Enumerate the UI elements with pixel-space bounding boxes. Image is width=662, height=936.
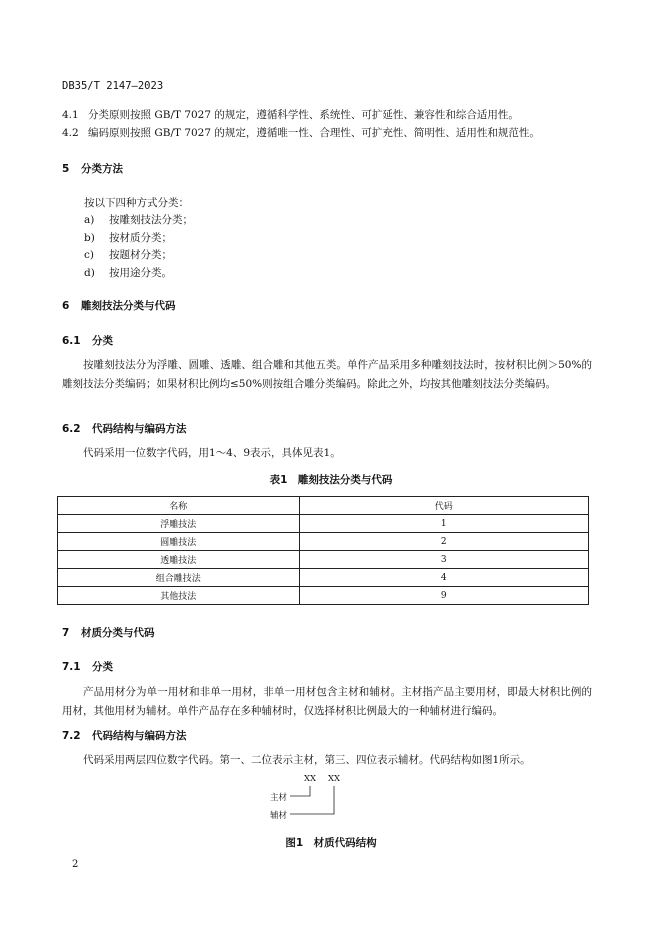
- section-7-1-paragraph: 产品用材分为单一用材和非单一用材，非单一用材包含主材和辅材。主材指产品主要用材，即最大材积比例的用材，其他用材为辅材。单件产品存在多种辅材时，仅选择材积比例最大的一种辅材进行编码。: [62, 686, 592, 717]
- cell-code: 9: [299, 587, 588, 605]
- technique-code-table: [57, 496, 589, 605]
- cell-code: 3: [299, 551, 588, 569]
- clause-4-2: [62, 124, 540, 142]
- clause-number: 4.1: [62, 109, 79, 121]
- material-code-structure-figure: [270, 774, 350, 824]
- cell-code: 4: [299, 569, 588, 587]
- section-7-heading: 7 材质分类与代码: [62, 627, 155, 639]
- list-item: a) 按雕刻技法分类；: [84, 214, 193, 226]
- label-main-material: 主材: [270, 793, 288, 803]
- cell-code: 1: [299, 515, 588, 533]
- clause-number: 4.2: [62, 127, 79, 139]
- clause-4-1: [62, 106, 519, 124]
- list-item: d) 按用途分类。: [84, 267, 172, 279]
- code-digits-main: XX: [304, 774, 317, 784]
- clause-text: 编码原则按照 GB/T 7027 的规定，遵循唯一性、合理性、可扩充性、简明性、适用性和规范性。: [88, 127, 540, 139]
- column-header-name: 名称: [58, 497, 300, 515]
- table-row: [58, 587, 589, 605]
- label-aux-material: 辅材: [270, 811, 288, 821]
- cell-name: 浮雕技法: [58, 515, 300, 533]
- section-6-2-heading: 6.2 代码结构与编码方法: [62, 423, 187, 435]
- table-row: [58, 551, 589, 569]
- section-number: 5: [62, 163, 70, 175]
- section-7-2-paragraph: 代码采用两层四位数字代码。第一、二位表示主材，第三、四位表示辅材。代码结构如图1所示。: [83, 754, 531, 766]
- code-digits-aux: XX: [328, 774, 341, 784]
- cell-code: 2: [299, 533, 588, 551]
- section-6-1-heading: 6.1 分类: [62, 335, 113, 347]
- cell-name: 圆雕技法: [58, 533, 300, 551]
- table-1-caption: 表1 雕刻技法分类与代码: [269, 474, 393, 486]
- table-row: [58, 515, 589, 533]
- section-6-1-paragraph: 按雕刻技法分为浮雕、圆雕、透雕、组合雕和其他五类。单件产品采用多种雕刻技法时，按材积比例＞50%的雕刻技法分类编码；如果材积比例均≤50%则按组合雕分类编码。除此之外，均按其他雕刻技法分类编码。: [62, 359, 592, 390]
- list-item: b) 按材质分类；: [84, 232, 172, 244]
- list-intro: 按以下四种方式分类：: [84, 197, 189, 209]
- cell-name: 其他技法: [58, 587, 300, 605]
- figure-1-caption: 图1 材质代码结构: [285, 837, 377, 849]
- column-header-code: 代码: [299, 497, 588, 515]
- list-item: c) 按题材分类；: [84, 249, 172, 261]
- table-row: [58, 533, 589, 551]
- figure-connector-lines: [270, 774, 350, 824]
- section-6-heading: 6 雕刻技法分类与代码: [62, 300, 176, 312]
- section-title: 分类方法: [81, 163, 123, 175]
- cell-name: 透雕技法: [58, 551, 300, 569]
- cell-name: 组合雕技法: [58, 569, 300, 587]
- section-7-2-heading: 7.2 代码结构与编码方法: [62, 730, 187, 742]
- document-header: DB35/T 2147—2023: [62, 80, 164, 92]
- section-7-1-heading: 7.1 分类: [62, 661, 113, 673]
- section-5-heading: [62, 161, 123, 176]
- section-6-2-paragraph: 代码采用一位数字代码，用1～4、9表示，具体见表1。: [83, 447, 341, 459]
- clause-text: 分类原则按照 GB/T 7027 的规定，遵循科学性、系统性、可扩延性、兼容性和综合适用性。: [88, 109, 519, 121]
- table-header-row: [58, 497, 589, 515]
- page-number: 2: [72, 859, 79, 870]
- table-row: [58, 569, 589, 587]
